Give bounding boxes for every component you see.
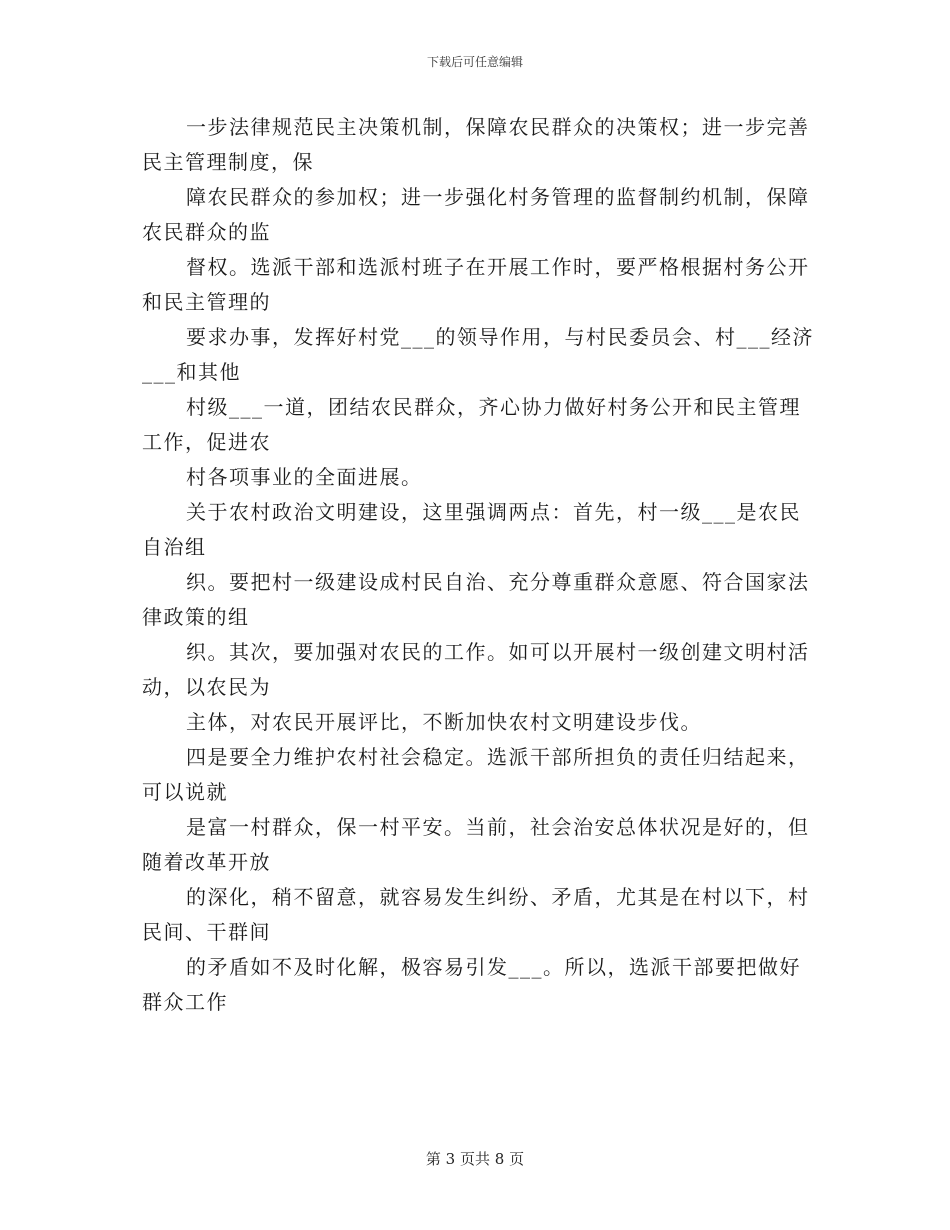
paragraph-line: 村各项事业的全面进展。	[186, 465, 423, 489]
paragraph-line: 督权。选派干部和选派村班子在开展工作时，要严格根据村务公开和民主管理的	[142, 255, 810, 314]
paragraph-line: 主体，对农民开展评比，不断加快农村文明建设步伐。	[186, 710, 702, 734]
paragraph-line: 织。要把村一级建设成村民自治、充分尊重群众意愿、符合国家法律政策的组	[142, 570, 810, 629]
document-body	[142, 110, 822, 1020]
paragraph-line: 关于农村政治文明建设，这里强调两点：首先，村一级___是农民自治组	[142, 500, 801, 559]
paragraph-line: 是富一村群众，保一村平安。当前，社会治安总体状况是好的，但随着改革开放	[142, 815, 810, 874]
paragraph-line: 织。其次，要加强对农民的工作。如可以开展村一级创建文明村活动，以农民为	[142, 640, 810, 699]
page-header-note: 下载后可任意编辑	[426, 55, 523, 69]
paragraph-line: 要求办事，发挥好村党___的领导作用，与村民委员会、村___经济___和其他	[142, 325, 814, 384]
paragraph-line: 障农民群众的参加权；进一步强化村务管理的监督制约机制，保障农民群众的监	[142, 185, 810, 244]
paragraph-line: 四是要全力维护农村社会稳定。选派干部所担负的责任归结起来，可以说就	[142, 745, 810, 804]
paragraph-line: 村级___一道，团结农民群众，齐心协力做好村务公开和民主管理工作，促进农	[142, 395, 801, 454]
page-number: 第 3 页共 8 页	[425, 1150, 525, 1168]
paragraph-line: 一步法律规范民主决策机制，保障农民群众的决策权；进一步完善民主管理制度，保	[142, 115, 810, 174]
paragraph-line: 的深化，稍不留意，就容易发生纠纷、矛盾，尤其是在村以下，村民间、干群间	[142, 885, 810, 944]
paragraph-line: 的矛盾如不及时化解，极容易引发___。所以，选派干部要把做好群众工作	[142, 955, 801, 1014]
